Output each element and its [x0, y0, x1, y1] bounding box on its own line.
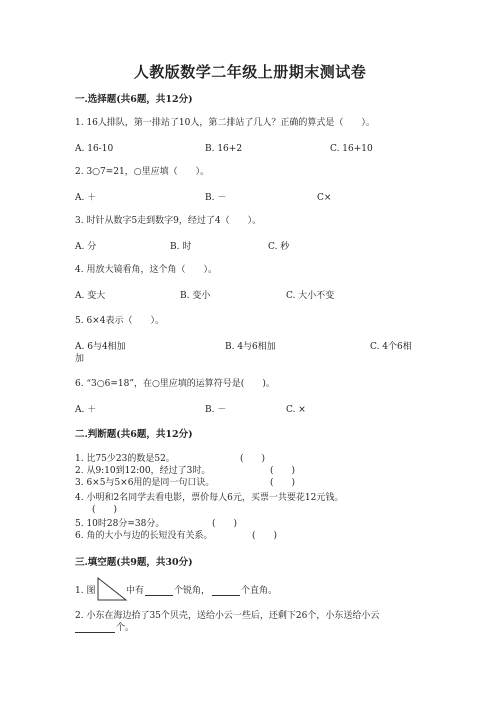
option-c-wrap: 加 [75, 354, 85, 364]
option-a: A. 6与4相加 [75, 342, 126, 352]
question-stem: 1. 16人排队，第一排站了10人，第二排站了几人？正确的算式是（ ）。 [75, 118, 375, 128]
question-stem: 2. 3○7=21，○里应填（ ）。 [75, 167, 210, 177]
judge-item: 5. 10时28分=38分。 [75, 519, 165, 529]
option-b: B. 变小 [180, 291, 211, 301]
option-c: C. 大小不变 [286, 291, 335, 301]
answer-blank[interactable] [75, 622, 115, 632]
answer-paren: ( ) [92, 505, 118, 515]
option-c: C× [317, 193, 332, 203]
answer-blank[interactable] [212, 585, 240, 595]
option-a: A. 16-10 [75, 144, 114, 154]
fill-q2-line1: 2. 小东在海边拾了35个贝壳，送给小云一些后，还剩下26个，小东送给小云 [75, 611, 380, 621]
section-heading-choice: 一.选择题(共6题，共12分) [75, 94, 193, 105]
option-a: A. ＋ [75, 405, 97, 415]
section-heading-fill: 三.填空题(共9题，共30分) [75, 557, 193, 568]
answer-blank[interactable] [145, 585, 173, 595]
option-b: B. － [205, 193, 227, 203]
question-stem: 5. 6×4表示（ ）。 [75, 316, 164, 326]
judge-item: 3. 6×5与5×6用的是同一句口诀。 [75, 478, 215, 488]
option-b: B. 4与6相加 [225, 342, 276, 352]
triangle-figure [96, 576, 128, 602]
answer-paren: ( ) [270, 466, 296, 476]
option-b: B. － [205, 405, 227, 415]
judge-item: 2. 从9:10到12:00，经过了3时。 [75, 466, 211, 476]
question-stem: 3. 时针从数字5走到数字9，经过了4（ ）。 [75, 216, 262, 226]
option-c: C. 16+10 [330, 144, 373, 154]
fill-q1-mid2: 个锐角， [174, 586, 211, 596]
judge-item: 4. 小明和2名同学去看电影，票价每人6元，买票一共要花12元钱。 [75, 493, 344, 503]
option-b: B. 时 [170, 242, 192, 252]
option-a: A. ＋ [75, 193, 97, 203]
option-b: B. 16+2 [205, 144, 243, 154]
fill-q1-suffix: 个直角。 [241, 586, 278, 596]
answer-paren: ( ) [270, 478, 296, 488]
option-c: C. 4个6相 [370, 342, 412, 352]
question-stem: 6. “3○6=18”，在○里应填的运算符号是( )。 [75, 379, 275, 389]
option-c: C. × [286, 405, 306, 415]
judge-item: 1. 比75少23的数是52。 [75, 454, 175, 464]
fill-q2-suffix: 个。 [116, 623, 135, 633]
answer-paren: ( ) [252, 531, 278, 541]
fill-q1-middle: 中有 [126, 586, 145, 596]
page-title: 人教版数学二年级上册期末测试卷 [133, 63, 367, 81]
judge-item: 6. 角的大小与边的长短没有关系。 [75, 531, 213, 541]
option-c: C. 秒 [268, 242, 290, 252]
question-stem: 4. 用放大镜看角，这个角（ ）。 [75, 265, 217, 275]
option-a: A. 变大 [75, 291, 106, 301]
answer-paren: ( ) [212, 519, 238, 529]
section-heading-judge: 二.判断题(共6题，共12分) [75, 429, 193, 440]
option-a: A. 分 [75, 242, 97, 252]
answer-paren: ( ) [240, 454, 266, 464]
fill-q1-prefix: 1. 图 [75, 586, 96, 596]
